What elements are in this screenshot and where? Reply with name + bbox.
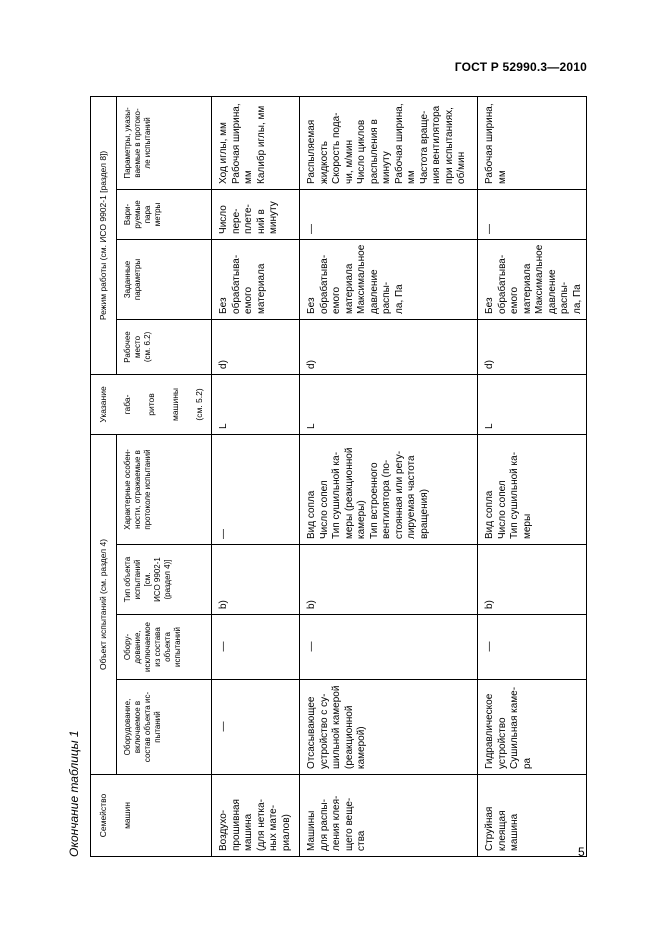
cell-preset: Без обрабатыва- емого материала Максимальное давление распы- ла, Па — [478, 239, 587, 319]
cell-included: — — [212, 680, 300, 775]
cell-object-type: b) — [212, 545, 300, 615]
cell-excluded: — — [212, 615, 300, 680]
cell-report-params: Рабочая ширина, мм — [478, 96, 587, 189]
cell-features: Вид сопла Число сопел Тип сушильной ка- меры (реакционной камеры) Тип встроенного вентилятора (по- стоянная или регу- лируемая частота вращения) — [300, 434, 478, 544]
header-included: Оборудование, включаемое в состав объекта ис- пытаний — [117, 680, 212, 775]
cell-workplace: d) — [478, 319, 587, 374]
rotated-table-block — [64, 97, 585, 857]
cell-features: — — [212, 434, 300, 544]
header-workplace: Рабочее место (см. 6.2) — [117, 319, 212, 374]
cell-included: Отсасывающее устройство с су- шильной камерой (реакционной камерой) — [300, 680, 478, 775]
cell-features: Вид сопла Число сопел Тип сушильной ка- меры — [478, 434, 587, 544]
cell-family: Воздухо- прошивная машина (для нетка- ных мате- риалов) — [212, 775, 300, 857]
table-caption: Окончание таблицы 1 — [67, 730, 81, 857]
cell-dimensions: L — [212, 374, 300, 434]
cell-preset: Без обрабатыва- емого материала Максимальное давление распы- ла, Па — [300, 239, 478, 319]
cell-report-params: Ход иглы, мм Рабочая ширина, мм Калибр иглы, мм — [212, 96, 300, 189]
cell-workplace: d) — [300, 319, 478, 374]
cell-dimensions: L — [478, 374, 587, 434]
header-dimensions: Указание габа- ритов машины (см. 5.2) — [91, 374, 212, 434]
table-row — [212, 96, 300, 856]
header-group-mode: Режим работы (см. ИСО 9902-1 [раздел 8]) — [91, 96, 117, 374]
header-preset: Заданные параметры — [117, 239, 212, 319]
page-number: 5 — [578, 845, 585, 859]
cell-variable: — — [478, 189, 587, 239]
cell-variable: — — [300, 189, 478, 239]
cell-preset: Без обрабатыва- емого материала — [212, 239, 300, 319]
cell-variable: Число пере- плете- ний в минуту — [212, 189, 300, 239]
cell-family: Машины для распы- ления клея- щего веще- ства — [300, 775, 478, 857]
header-variable: Вари- руемые пара метры — [117, 189, 212, 239]
cell-report-params: Распыляемая жидкость Скорость пода- чи, м/мин Число циклов распыления в минуту Рабочая ширина, мм Частота враще- ния вентилятора при испытаниях, об/мин — [300, 96, 478, 189]
cell-excluded: — — [300, 615, 478, 680]
cell-object-type: b) — [300, 545, 478, 615]
header-object-type: Тип объекта испытаний [см. ИСО 9902-1 (раздел 4)] — [117, 545, 212, 615]
cell-family: Струйная клеящая машина — [478, 775, 587, 857]
cell-included: Гидравлическое устройство Сушильная каме- ра — [478, 680, 587, 775]
document-code: ГОСТ Р 52990.3—2010 — [454, 60, 587, 74]
cell-dimensions: L — [300, 374, 478, 434]
header-family: Семейство машин — [91, 775, 212, 857]
header-excluded: Обору- дование, исключаемое из состава объекта испытаний — [117, 615, 212, 680]
table-row — [478, 96, 587, 856]
header-features: Характерные особен- ности, отражаемые в протоколе испытаний — [117, 434, 212, 544]
cell-excluded: — — [478, 615, 587, 680]
header-report-params: Параметры, указы- ваемые в протоко- ле испытаний — [117, 96, 212, 189]
table-row — [300, 96, 478, 856]
header-group-object: Объект испытаний (см. раздел 4) — [91, 434, 117, 774]
machine-test-table — [90, 96, 587, 857]
cell-workplace: d) — [212, 319, 300, 374]
cell-object-type: b) — [478, 545, 587, 615]
